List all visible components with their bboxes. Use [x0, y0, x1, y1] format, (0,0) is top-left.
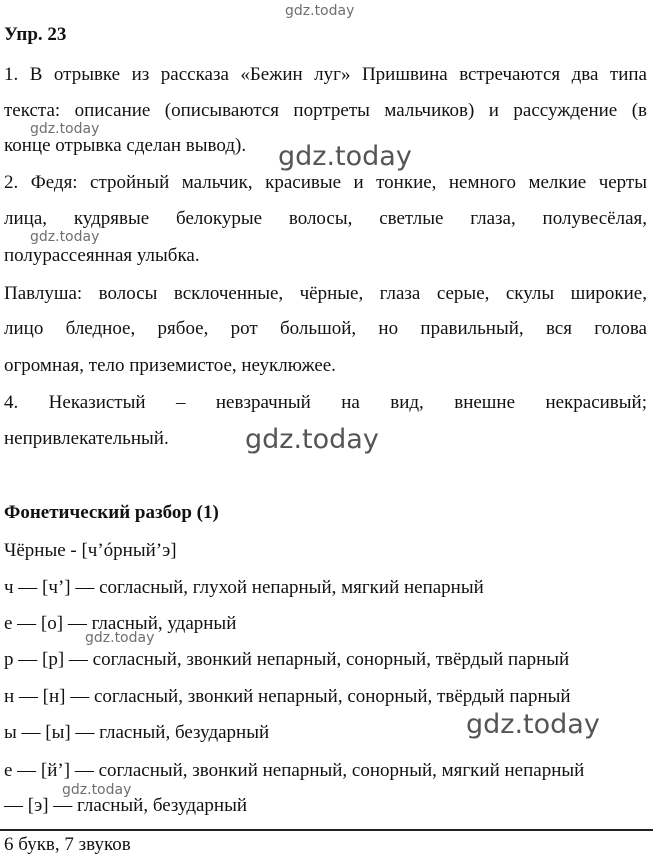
- exercise-line: текста: описание (описываются портреты мальчиков) и рассуждение (в: [4, 100, 647, 121]
- exercise-line: непривлекательный.: [4, 428, 169, 449]
- watermark: gdz.today: [245, 424, 379, 455]
- watermark: gdz.today: [62, 782, 132, 798]
- exercise-title: Упр. 23: [4, 24, 67, 45]
- exercise-line: 1. В отрывке из рассказа «Бежин луг» Пришвина встречаются два типа: [4, 64, 647, 85]
- watermark: gdz.today: [30, 229, 100, 245]
- exercise-line: лицо бледное, рябое, рот большой, но правильный, вся голова: [4, 318, 647, 339]
- exercise-line: 2. Федя: стройный мальчик, красивые и тонкие, немного мелкие черты: [4, 172, 647, 193]
- exercise-line: 4. Неказистый – невзрачный на вид, внешне некрасивый;: [4, 392, 647, 413]
- exercise-line: конце отрывка сделан вывод).: [4, 135, 247, 156]
- phonetic-row: р — [р] — согласный, звонкий непарный, сонорный, твёрдый парный: [4, 649, 570, 670]
- phonetic-row: ч — [ч’] — согласный, глухой непарный, мягкий непарный: [4, 577, 484, 598]
- phonetic-row: ы — [ы] — гласный, безударный: [4, 722, 270, 743]
- watermark: gdz.today: [466, 709, 600, 740]
- exercise-line: полурассеянная улыбка.: [4, 245, 200, 266]
- exercise-line: Павлуша: волосы всклоченные, чёрные, глаза серые, скулы широкие,: [4, 283, 647, 304]
- phonetic-summary: 6 букв, 7 звуков: [4, 834, 131, 855]
- phonetic-title: Фонетический разбор (1): [4, 502, 219, 523]
- watermark: gdz.today: [285, 3, 355, 19]
- phonetic-row: е — [о] — гласный, ударный: [4, 613, 237, 634]
- phonetic-row: — [э] — гласный, безударный: [4, 795, 248, 816]
- watermark: gdz.today: [30, 121, 100, 137]
- exercise-line: огромная, тело приземистое, неуклюжее.: [4, 355, 336, 376]
- divider: [0, 829, 653, 831]
- phonetic-row: н — [н] — согласный, звонкий непарный, сонорный, твёрдый парный: [4, 686, 571, 707]
- phonetic-word: Чёрные - [ч’óрный’э]: [4, 540, 177, 561]
- exercise-line: лица, кудрявые белокурые волосы, светлые глаза, полувесёлая,: [4, 208, 647, 229]
- watermark: gdz.today: [85, 630, 155, 646]
- watermark: gdz.today: [278, 141, 412, 172]
- phonetic-row: е — [й’] — согласный, звонкий непарный, сонорный, мягкий непарный: [4, 760, 585, 781]
